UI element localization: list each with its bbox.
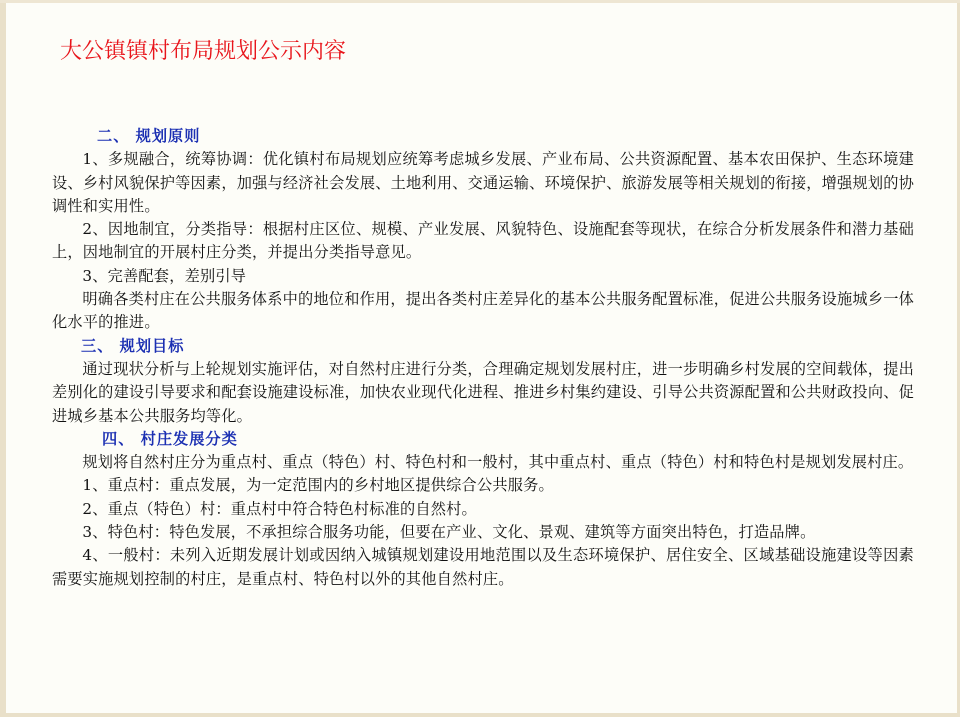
paragraph: 2、重点（特色）村：重点村中符合特色村标准的自然村。	[82, 499, 477, 518]
section-heading-village-classification: 四、 村庄发展分类	[102, 429, 238, 448]
section-heading-goals: 三、 规划目标	[81, 336, 185, 355]
paragraph: 通过现状分析与上轮规划实施评估，对自然村庄进行分类，合理确定规划发展村庄，进一步明确乡村发展的空间载体，提出差别化的建设引导要求和配套设施建设标准，加快农业现代化进程、推进乡村集约建设、引导公共资源配置和公共财政投向、促进城乡基本公共服务均等化。	[52, 359, 914, 425]
paragraph: 1、重点村：重点发展，为一定范围内的乡村地区提供综合公共服务。	[82, 476, 554, 495]
paragraph: 规划将自然村庄分为重点村、重点（特色）村、特色村和一般村，其中重点村、重点（特色）村和特色村是规划发展村庄。	[82, 453, 914, 472]
section-heading-principles: 二、 规划原则	[97, 127, 201, 145]
paragraph: 明确各类村庄在公共服务体系中的地位和作用，提出各类村庄差异化的基本公共服务配置标准，促进公共服务设施城乡一体化水平的推进。	[52, 290, 914, 332]
top-frame-border	[0, 0, 960, 3]
paragraph: 1、多规融合，统筹协调：优化镇村布局规划应统筹考虑城乡发展、产业布局、公共资源配置、基本农田保护、生态环境建设、乡村风貌保护等因素，加强与经济社会发展、土地利用、交通运输、环境保护、旅游发展等相关规划的衔接，增强规划的协调性和实用性。	[52, 150, 914, 215]
document-body	[52, 125, 914, 591]
paragraph: 4、一般村：未列入近期发展计划或因纳入城镇规划建设用地范围以及生态环境保护、居住安全、区域基础设施建设等因素需要实施规划控制的村庄，是重点村、特色村以外的其他自然村庄。	[52, 546, 914, 588]
paragraph: 2、因地制宜，分类指导：根据村庄区位、规模、产业发展、风貌特色、设施配套等现状，在综合分析发展条件和潜力基础上，因地制宜的开展村庄分类，并提出分类指导意见。	[52, 220, 914, 262]
bottom-frame-border	[0, 713, 960, 717]
page-title: 大公镇镇村布局规划公示内容	[60, 39, 347, 64]
paragraph: 3、完善配套，差别引导	[82, 266, 247, 285]
left-frame-border	[0, 0, 6, 717]
paragraph: 3、特色村：特色发展，不承担综合服务功能，但要在产业、文化、景观、建筑等方面突出特色，打造品牌。	[82, 523, 816, 542]
